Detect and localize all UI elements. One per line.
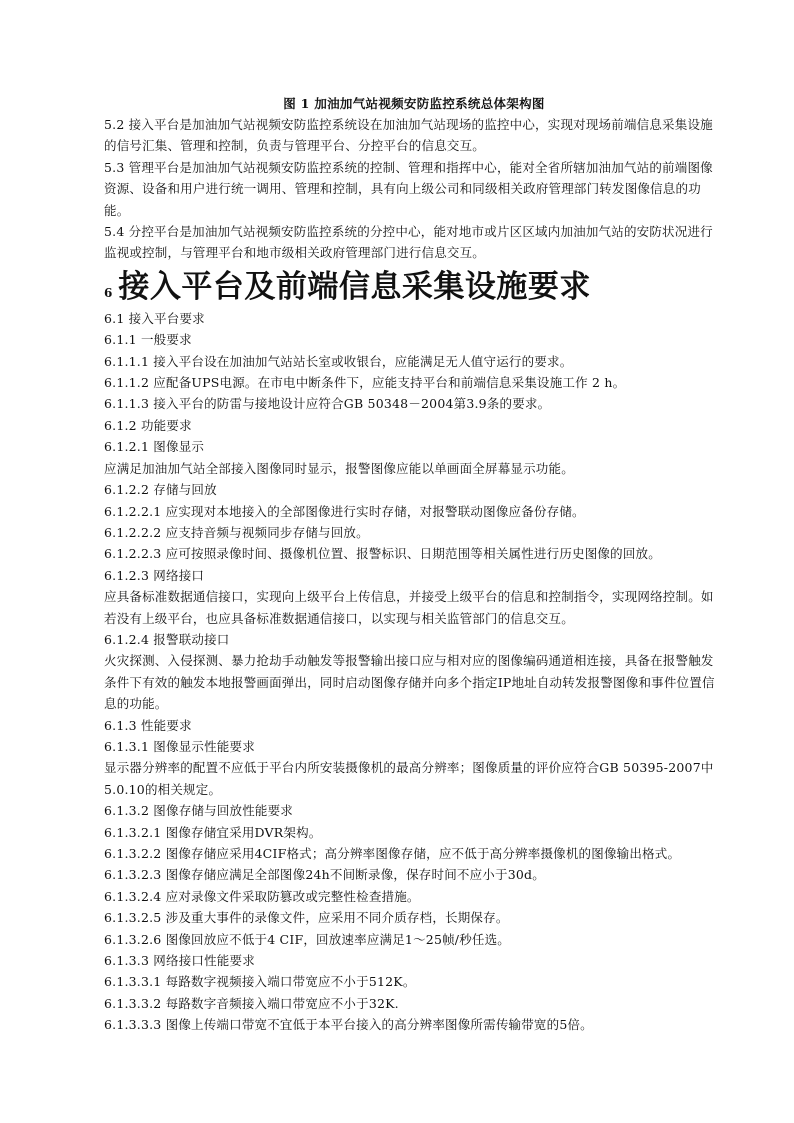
body-line: 应具备标准数据通信接口，实现向上级平台上传信息，并接受上级平台的信息和控制指令，实现网络控制。如若没有上级平台，也应具备标准数据通信接口，以实现与相关监管部门的信息交互。 <box>104 589 714 626</box>
body-line: 6.1.3.2.2 图像存储应采用4CIF格式；高分辨率图像存储，应不低于高分辨率摄像机的图像输出格式。 <box>104 846 681 861</box>
body-line: 6.1.2.1 图像显示 <box>104 439 205 455</box>
body-line: 6.1.3.2.4 应对录像文件采取防篡改或完整性检查措施。 <box>104 888 420 904</box>
body-line: 显示器分辨率的配置不应低于平台内所安装摄像机的最高分辨率；图像质量的评价应符合GB 50395-2007中5.0.10的相关规定。 <box>104 760 714 797</box>
section-number: 6 <box>104 285 113 300</box>
body-line: 6.1.2.2 存储与回放 <box>104 482 217 498</box>
body-line: 6.1.3.3.1 每路数字视频接入端口带宽应不小于512K。 <box>104 974 416 990</box>
body-line: 6.1.2.2.1 应实现对本地接入的全部图像进行实时存储，对报警联动图像应备份存储。 <box>104 503 585 519</box>
section-title: 接入平台及前端信息采集设施要求 <box>118 268 591 305</box>
body-line: 6.1.3.2.6 图像回放应不低于4 CIF，回放速率应满足1～25帧/秒任选。 <box>104 931 511 947</box>
body-line: 6.1.1.2 应配备UPS电源。在市电中断条件下，应能支持平台和前端信息采集设施工作 2 h。 <box>104 375 626 391</box>
body-line: 6.1.3.3 网络接口性能要求 <box>104 953 255 969</box>
body-line: 6.1.2.2.3 应可按照录像时间、摄像机位置、报警标识、日期范围等相关属性进行历史图像的回放。 <box>104 546 661 562</box>
body-line: 6.1.2.3 网络接口 <box>104 567 205 583</box>
paragraph-5-4: 5.4 分控平台是加油加气站视频安防监控系统的分控中心，能对地市或片区区域内加油加气站的安防状况进行监视或控制，与管理平台和地市级相关政府管理部门进行信息交互。 <box>104 224 713 261</box>
paragraph-5-2: 5.2 接入平台是加油加气站视频安防监控系统设在加油加气站现场的监控中心，实现对现场前端信息采集设施的信号汇集、管理和控制，负责与管理平台、分控平台的信息交互。 <box>104 117 713 154</box>
body-line: 6.1 接入平台要求 <box>104 310 205 326</box>
document-page <box>104 94 724 1036</box>
body-line: 6.1.3.3.3 图像上传端口带宽不宜低于本平台接入的高分辨率图像所需传输带宽的5倍。 <box>104 1017 593 1033</box>
paragraph-5-3: 5.3 管理平台是加油加气站视频安防监控系统的控制、管理和指挥中心，能对全省所辖加油加气站的前端图像资源、设备和用户进行统一调用、管理和控制，具有向上级公司和同级相关政府管理部门转发图像信息的功能。 <box>104 159 713 218</box>
body-line: 6.1.3.2.5 涉及重大事件的录像文件，应采用不同介质存档，长期保存。 <box>104 910 509 926</box>
body-line: 6.1.3.2.1 图像存储宜采用DVR架构。 <box>104 824 322 840</box>
section-heading <box>104 266 724 308</box>
body-line: 6.1.2.4 报警联动接口 <box>104 631 230 647</box>
body-line: 6.1.2 功能要求 <box>104 417 192 433</box>
body-line: 6.1.3.1 图像显示性能要求 <box>104 738 255 754</box>
body-line: 6.1.3 性能要求 <box>104 717 192 733</box>
body-line: 6.1.1.3 接入平台的防雷与接地设计应符合GB 50348－2004第3.9条的要求。 <box>104 396 551 412</box>
body-line: 6.1.3.2.3 图像存储应满足全部图像24h不间断录像，保存时间不应小于30d。 <box>104 867 545 883</box>
body-line: 6.1.3.2 图像存储与回放性能要求 <box>104 803 294 819</box>
body-line: 火灾探测、入侵探测、暴力抢劫手动触发等报警输出接口应与相对应的图像编码通道相连接，具备在报警触发条件下有效的触发本地报警画面弹出，同时启动图像存储并向多个指定IP地址自动转发报警图像和事件位置信息的功能。 <box>104 653 715 712</box>
body-line: 6.1.3.3.2 每路数字音频接入端口带宽应不小于32K. <box>104 995 399 1011</box>
figure-caption: 图 1 加油加气站视频安防监控系统总体架构图 <box>283 96 545 111</box>
body-line: 应满足加油加气站全部接入图像同时显示，报警图像应能以单画面全屏幕显示功能。 <box>104 460 574 476</box>
body-line: 6.1.1 一般要求 <box>104 332 192 348</box>
body-line: 6.1.2.2.2 应支持音频与视频同步存储与回放。 <box>104 524 369 540</box>
section-body <box>104 308 724 1036</box>
body-line: 6.1.1.1 接入平台设在加油加气站站长室或收银台，应能满足无人值守运行的要求。 <box>104 353 573 369</box>
